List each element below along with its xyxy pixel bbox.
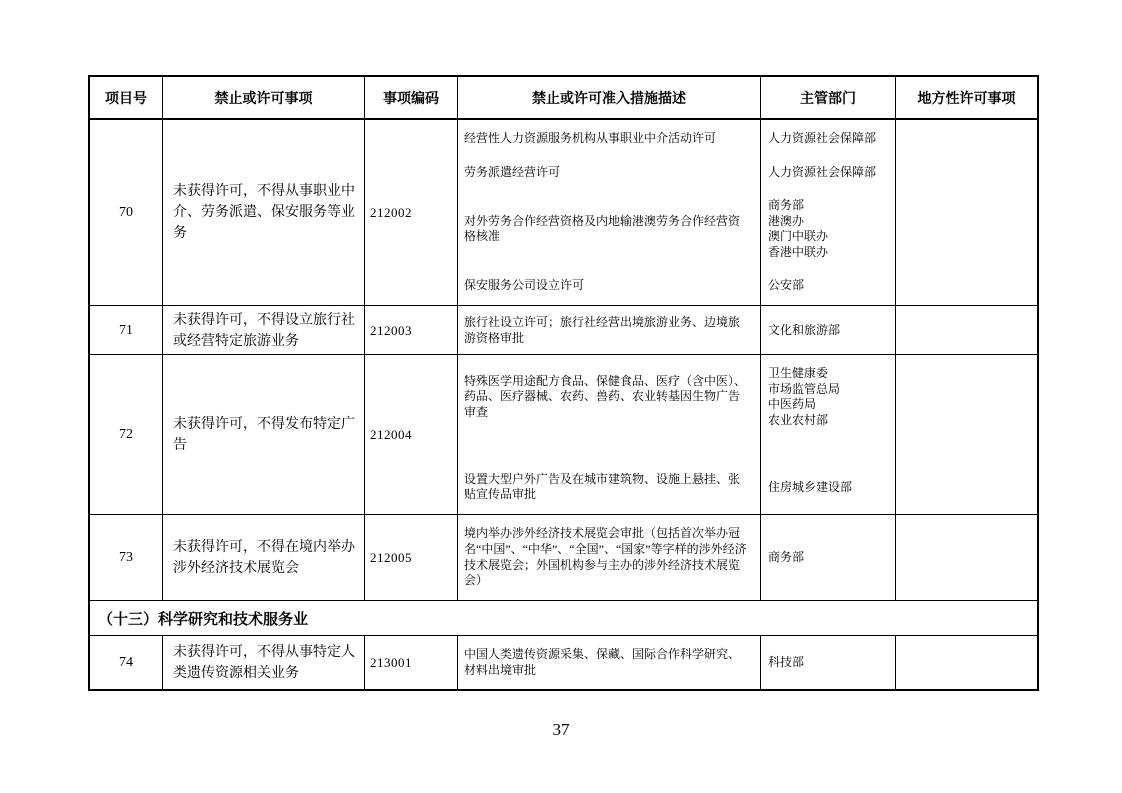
department-name: 香港中联办 — [768, 244, 829, 259]
department-name: 科技部 — [768, 654, 805, 669]
department-name: 卫生健康委 — [768, 366, 829, 380]
item-description: 未获得许可，不得设立旅行社或经营特定旅游业务 — [162, 306, 364, 356]
department-list — [761, 197, 895, 261]
item-code: 212004 — [364, 355, 457, 514]
table-row — [90, 514, 1037, 600]
column-header: 事项编码 — [364, 77, 457, 118]
column-header: 禁止或许可事项 — [162, 77, 364, 118]
local-permit-cell — [895, 515, 1037, 600]
department-list — [761, 164, 895, 182]
measures-departments-cell — [457, 515, 895, 600]
column-header: 禁止或许可准入措施描述 — [457, 77, 760, 118]
table-row — [90, 305, 1037, 354]
item-code: 212002 — [364, 120, 457, 305]
department-name: 中医药局 — [768, 397, 817, 412]
department-name: 商务部 — [768, 549, 805, 564]
department-list — [761, 471, 895, 504]
local-permit-cell — [895, 306, 1037, 356]
local-permit-cell — [895, 636, 1037, 689]
measures-departments-cell — [457, 306, 895, 356]
page-number: 37 — [552, 720, 570, 739]
department-name: 公安部 — [768, 278, 805, 293]
department-list — [761, 277, 895, 295]
department-list — [761, 646, 895, 679]
measures-departments-cell — [457, 120, 895, 305]
department-list — [761, 365, 895, 429]
column-header: 项目号 — [105, 89, 147, 106]
item-number: 72 — [119, 426, 133, 442]
measure-text: 设置大型户外广告及在城市建筑物、设施上悬挂、张贴宣传品审批 — [464, 471, 741, 502]
item-number: 71 — [119, 323, 133, 338]
department-name: 市场监管总局 — [768, 381, 841, 396]
item-number: 73 — [119, 549, 133, 565]
table-row — [90, 119, 1037, 305]
item-code: 212003 — [364, 306, 457, 356]
local-permit-cell — [895, 355, 1037, 514]
department-name: 文化和旅游部 — [768, 323, 841, 338]
measure-text: 对外劳务合作经营资格及内地输港澳劳务合作经营资格核准 — [464, 213, 741, 244]
item-description: 未获得许可，不得发布特定广告 — [162, 355, 364, 514]
department-name: 农业农村部 — [768, 412, 829, 427]
table-row — [90, 354, 1037, 514]
measure-text: 保安服务公司设立许可 — [464, 278, 585, 293]
department-name: 人力资源社会保障部 — [768, 131, 877, 145]
table — [88, 75, 1039, 691]
measure-text: 劳务派遣经营许可 — [464, 164, 561, 179]
item-description: 未获得许可，不得从事职业中介、劳务派遣、保安服务等业务 — [162, 120, 364, 305]
measure-text: 经营性人力资源服务机构从事职业中介活动许可 — [464, 131, 717, 145]
section-header: （十三）科学研究和技术服务业 — [98, 610, 309, 628]
measures-departments-cell — [457, 355, 895, 514]
department-list — [761, 525, 895, 589]
measure-text: 境内举办涉外经济技术展览会审批（包括首次举办冠名“中国”、“中华”、“全国”、“国家”等字样的涉外经济技术展览会；外国机构参与主办的涉外经济技术展览会） — [464, 526, 747, 588]
measure-text: 特殊医学用途配方食品、保健食品、医疗（含中医）、药品、医疗器械、农药、兽药、农业转基因生物广告审查 — [464, 373, 747, 419]
section-row — [90, 600, 1037, 635]
department-list — [761, 130, 895, 148]
item-code: 212005 — [364, 515, 457, 600]
table-header-row — [90, 77, 1037, 119]
measures-departments-cell — [457, 636, 895, 689]
department-name: 住房城乡建设部 — [768, 479, 853, 494]
item-number: 74 — [119, 654, 133, 670]
column-header: 主管部门 — [760, 77, 895, 118]
measure-text: 中国人类遗传资源采集、保藏、国际合作科学研究、材料出境审批 — [464, 646, 741, 677]
department-list — [761, 314, 895, 347]
item-description: 未获得许可，不得在境内举办涉外经济技术展览会 — [162, 515, 364, 600]
item-number: 70 — [119, 204, 133, 220]
table-row — [90, 635, 1037, 689]
column-header: 地方性许可事项 — [895, 77, 1037, 118]
department-name: 商务部 — [768, 198, 805, 213]
measure-text: 旅行社设立许可；旅行社经营出境旅游业务、边境旅游资格审批 — [464, 315, 741, 345]
department-name: 澳门中联办 — [768, 229, 829, 244]
department-name: 港澳办 — [768, 213, 805, 228]
local-permit-cell — [895, 120, 1037, 305]
item-code: 213001 — [364, 636, 457, 689]
item-description: 未获得许可，不得从事特定人类遗传资源相关业务 — [162, 636, 364, 689]
department-name: 人力资源社会保障部 — [768, 164, 877, 179]
